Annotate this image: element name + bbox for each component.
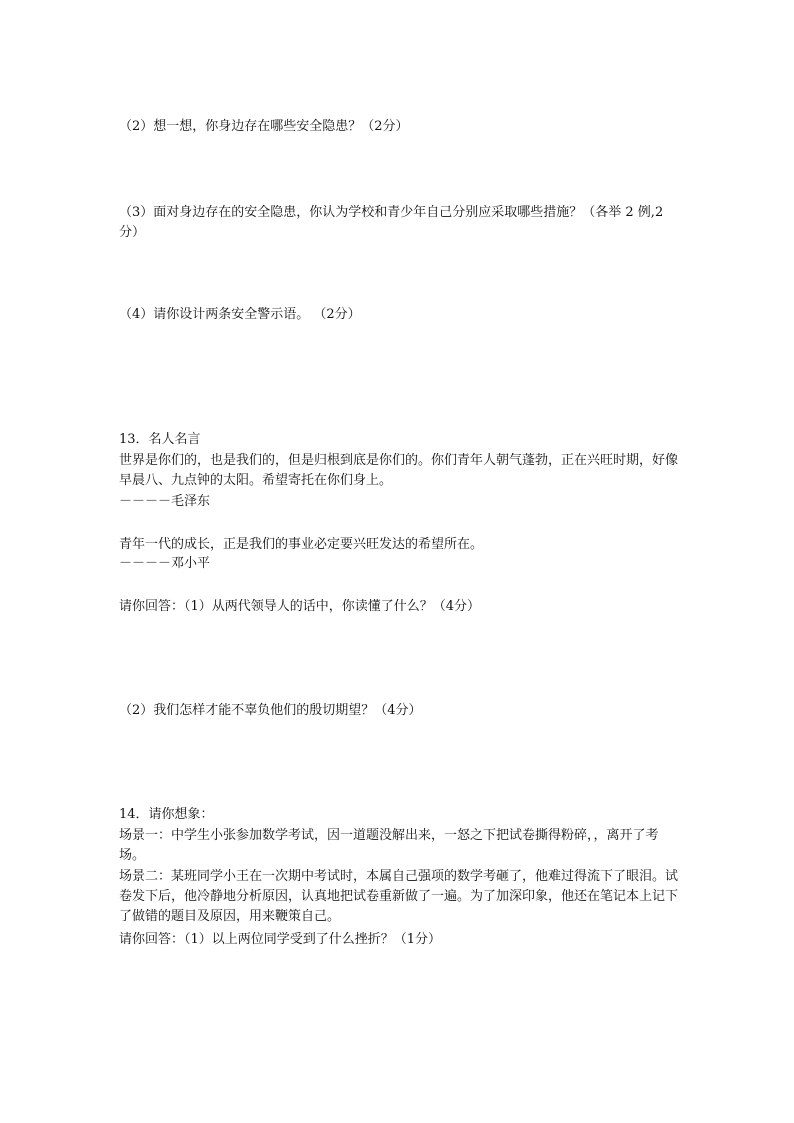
scene-two: 场景二：某班同学小王在一次期中考试时，本属自己强项的数学考砸了，他难过得流下了眼泪。试卷发下后，他冷静地分析原因，认真地把试卷重新做了一遍。为了加深印象，他还在笔记本上记下了做错的题目及原因，用来鞭策自己。: [119, 869, 679, 924]
quote-author-mao: －－－－毛泽东: [119, 494, 211, 509]
question-12-part-3: （3）面对身边存在的安全隐患，你认为学校和青少年自己分别应采取哪些措施？（各举 2 例,2分）: [119, 205, 664, 240]
question-12-part-2: （2）想一想，你身边存在哪些安全隐患？（2分）: [119, 119, 409, 134]
quote-author-deng: －－－－邓小平: [119, 556, 211, 571]
question-13-title: 13．名人名言: [119, 432, 201, 447]
quote-mao: 世界是你们的，也是我们的，但是归根到底是你们的。你们青年人朝气蓬勃，正在兴旺时期，好像早晨八、九点钟的太阳。希望寄托在你们身上。: [119, 453, 679, 488]
question-13-part-2: （2）我们怎样才能不辜负他们的殷切期望？（4分）: [119, 703, 422, 718]
scene-one: 场景一：中学生小张参加数学考试，因一道题没解出来，一怒之下把试卷撕得粉碎，，离开了考场。: [119, 828, 659, 863]
question-13-part-1: 请你回答：（1）从两代领导人的话中，你读懂了什么？（4分）: [119, 599, 481, 614]
question-12-part-4: （4）请你设计两条安全警示语。 （2分）: [119, 307, 361, 322]
question-14-title: 14．请你想象：: [119, 807, 214, 822]
question-14-part-1: 请你回答：（1）以上两位同学受到了什么挫折？（1分）: [119, 932, 442, 947]
quote-deng: 青年一代的成长，正是我们的事业必定要兴旺发达的希望所在。: [119, 537, 484, 552]
